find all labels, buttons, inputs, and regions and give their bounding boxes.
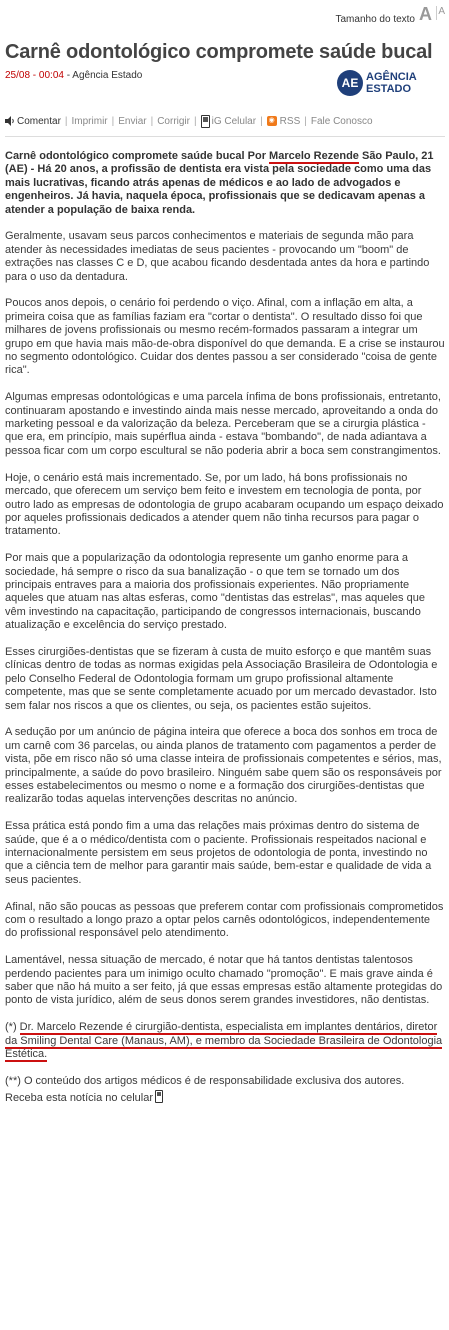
article-paragraph: Hoje, o cenário está mais incrementado. Se, por um lado, há bons profissionais no mercado, que oferecem um serviço bem feito e investem em tecnologia de ponta, por outro lado as empresas de odontologia de grupo acabaram ocupando um espaço deixado por aqueles profissionais dedicados a atender quem não tinha recursos para pagar o tratamento.	[5, 471, 444, 538]
author-note-prefix: (*)	[5, 1021, 20, 1034]
ig-celular-label: iG Celular	[211, 115, 257, 127]
toolbar-separator: |	[150, 115, 154, 127]
article-paragraph: Algumas empresas odontológicas e uma parcela ínfima de bons profissionais, entretanto, continuaram apostando e investindo ainda mais nesse mercado, aproveitando a onda do marketing pessoal e da valorização da beleza. Perceberam que se a cirurgia plástica - que era, em princípio, mais supérflua ainda - estava "bombando", de nada adiantava a pessoa ficar com um corpo escultural se não poderia abrir a boca sem constrangimentos.	[5, 391, 441, 457]
disclaimer-note: (**) O conteúdo dos artigos médicos é de responsabilidade exclusiva dos autores.	[5, 1074, 405, 1087]
toolbar-separator: |	[111, 115, 115, 127]
toolbar-separator: |	[64, 115, 68, 127]
toolbar-separator: |	[304, 115, 307, 127]
rss-icon: ◉	[268, 117, 275, 124]
article-paragraph: Esses cirurgiões-dentistas que se fizeram à custa de muito esforço e que mantêm suas clínicas dentro de todas as normas exigidas pela Associação Brasileira de Odontologia e pelo Conselho Federal de Odontologia formam um grupo profissional altamente competente, mas que se sente completamente acuado por um mercado devastador. Isto sem falar nos riscos a que os clientes, ou seja, os pacientes estão sujeitos.	[5, 645, 438, 712]
author-name: Marcelo Rezende	[269, 150, 359, 162]
article-paragraph: Geralmente, usavam seus parcos conhecimentos e materiais de segunda mão para atender às necessidades imediatas de seus pacientes - provocando um "boom" de extrações nas classes C e D, que acabou ficando desdentada antes da hora e partindo para o uso da dentadura.	[5, 230, 430, 283]
rss-label: RSS	[279, 115, 301, 127]
article-source: - Agência Estado	[63, 70, 143, 81]
phone-icon	[155, 1090, 163, 1103]
logo-line-1: AGÊNCIA	[366, 71, 417, 83]
enviar-button[interactable]: Enviar	[118, 115, 147, 127]
article-paragraph: Lamentável, nessa situação de mercado, é notar que há tantos dentistas talentosos perdendo pacientes para um inimigo oculto chamado "promoção". E mais grave ainda é saber que não há muito a ser feito, já que essas empresas estão altamente protegidas do ponto de vista jurídico, além de seus donos serem grandes investidores, não dentistas.	[5, 954, 443, 1007]
text-size-increase-button[interactable]: A	[419, 4, 432, 24]
logo-line-2: ESTADO	[366, 83, 412, 95]
article-paragraph: Por mais que a popularização da odontologia represente um ganho enorme para a sociedade, há sempre o risco da sua banalização - o que tem se tornado um dos principais entraves para a maioria dos profissionais experientes. Não propriamente aqueles que atuam nas altas esferas, como "dentistas das estrelas", mas aqueles que vêm investindo na capacitação, participando de congressos internacionais, buscando atualização e excelência do serviço prestado.	[5, 552, 425, 632]
rss-button[interactable]	[267, 116, 301, 127]
article-paragraph: A sedução por um anúncio de página inteira que oferece a boca dos sonhos em troca de um carnê com 36 parcelas, ou ainda planos de tratamento com pagamentos a perder de vista, põe em risco não só uma classe inteira de profissionais competentes e sérios, mas, principalmente, a saúde do povo brasileiro. Ninguém sabe quem são os responsáveis por esses estabelecimentos ou mesmo o nome e a formação dos cirurgiões-dentistas que realizarão todas aquelas intervenções descritas no anúncio.	[5, 726, 442, 806]
imprimir-button[interactable]: Imprimir	[71, 115, 108, 127]
toolbar-separator: |	[260, 115, 263, 127]
text-size-divider	[436, 6, 437, 20]
author-note-text: Dr. Marcelo Rezende é cirurgião-dentista, especialista em implantes dentários, diretor da Smiling Dental Care (Manaus, AM), e membro da Sociedade Brasileira de Odontologia Estética.	[5, 1021, 443, 1061]
lead-text: São Paulo, 21 (AE) - Há 20 anos, a profissão de dentista era vista pela sociedade como uma das mais lucrativas, ficando atrás apenas de médicos e ao lado de advogados e engenheiros. Já havia, naquela época, profissionais que se dedicavam apenas a atender a população de baixa renda.	[5, 150, 434, 216]
article-lead	[5, 150, 445, 217]
receive-on-mobile-link[interactable]	[5, 1090, 445, 1105]
fale-conosco-button[interactable]: Fale Conosco	[310, 115, 373, 127]
ig-celular-button[interactable]	[201, 115, 256, 128]
article-title: Carnê odontológico compromete saúde bucal	[5, 41, 433, 63]
text-size-bar	[0, 0, 449, 24]
article-paragraph: Afinal, não são poucas as pessoas que preferem contar com profissionais comprometidos com o resultado a longo prazo a optar pelos carnês odontológicos, independentemente do profissional responsável pelo atendimento.	[5, 900, 444, 940]
toolbar-divider	[5, 136, 445, 137]
speaker-icon	[5, 116, 15, 126]
lead-intro: Carnê odontológico compromete saúde bucal Por	[5, 150, 270, 162]
text-size-label: Tamanho do texto	[335, 14, 415, 25]
text-size-decrease-button[interactable]: A	[438, 6, 445, 17]
comentar-button[interactable]	[5, 116, 61, 127]
phone-icon	[201, 115, 210, 128]
comentar-label: Comentar	[17, 115, 61, 127]
article-toolbar	[5, 112, 445, 130]
article-body	[5, 150, 445, 1106]
article-paragraph: Poucos anos depois, o cenário foi perdendo o viço. Afinal, com a inflação em alta, a primeira coisa que as famílias faziam era "cortar o dentista". O resultado disso foi que milhares de jovens profissionais ou mesmo recém-formados passaram a integrar um grupo em que havia mais mão-de-obra disponível do que demanda. E a crise se instaurou no segmento odontológico. Cuidar dos dentes passou a ser considerado "coisa de gente rica".	[5, 297, 445, 377]
author-note	[5, 1021, 445, 1061]
agencia-estado-logo	[337, 70, 437, 96]
article-date: 25/08 - 00:04	[5, 70, 64, 81]
logo-badge: AE	[337, 70, 363, 96]
receive-on-mobile-label: Receba esta notícia no celular	[5, 1092, 153, 1105]
article-paragraph: Essa prática está pondo fim a uma das relações mais próximas dentro do sistema de saúde, que é a o médico/dentista com o paciente. Profissionais respeitados nacional e internacionalmente persistem em seus projetos de odontologia de ponta, investindo no que a ciência tem de melhor para garantir mais saúde, bem-estar e qualidade de vida a seus pacientes.	[5, 820, 432, 886]
article-meta	[5, 70, 142, 81]
corrigir-button[interactable]: Corrigir	[157, 115, 190, 127]
toolbar-separator: |	[193, 115, 197, 127]
